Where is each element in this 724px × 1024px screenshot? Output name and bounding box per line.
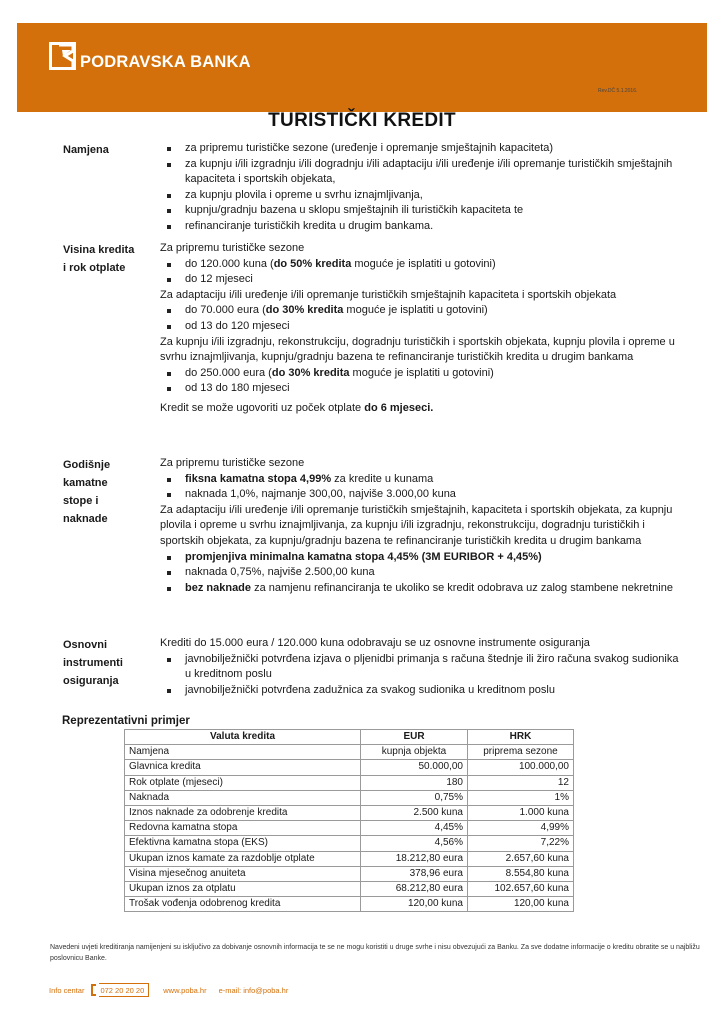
list-item: fiksna kamatna stopa 4,99% za kredite u kunama <box>160 472 680 488</box>
table-row: Iznos naknade za odobrenje kredita 2.500 kuna 1.000 kuna <box>125 805 574 820</box>
representative-example-title: Reprezentativni primjer <box>62 715 190 727</box>
phone-number[interactable]: 072 20 20 20 <box>99 983 149 997</box>
list-item: za kupnju plovila i opreme u svrhu iznajmljivanja, <box>160 188 680 204</box>
list-item: bez naknade za namjenu refinanciranja te ukoliko se kredit odobrava uz zalog stambene nekretnine <box>160 581 680 597</box>
phone-icon <box>91 984 96 996</box>
website-link[interactable]: www.poba.hr <box>163 985 207 995</box>
table-row: Ukupan iznos kamate za razdoblje otplate 18.212,80 eura 2.657,60 kuna <box>125 851 574 866</box>
section-label: Godišnje kamatne stope i naknade <box>63 459 111 525</box>
representative-example-table <box>124 729 574 912</box>
list-item: do 120.000 kuna (do 50% kredita moguće je isplatiti u gotovini) <box>160 257 680 273</box>
column-header: Valuta kredita <box>125 730 361 745</box>
bank-logo <box>49 42 251 70</box>
table-row: Rok otplate (mjeseci) 180 12 <box>125 775 574 790</box>
list-item: od 13 do 120 mjeseci <box>160 319 680 335</box>
section-body <box>160 241 680 417</box>
footer-contact <box>49 983 288 997</box>
group-intro: Za pripremu turističke sezone <box>160 242 305 254</box>
table-header-row <box>125 730 574 745</box>
list-item: promjenjiva minimalna kamatna stopa 4,45% (3M EURIBOR + 4,45%) <box>160 550 680 566</box>
list-item: za kupnju i/ili izgradnju i/ili dogradnju i/ili adaptaciju i/ili uređenje i/ili opremanje turističkih smještajnih kapaciteta i sportskih objekata, <box>160 157 680 188</box>
grace-period-note: Kredit se može ugovoriti uz poček otplate do 6 mjeseci. <box>160 401 434 414</box>
list-item: od 13 do 180 mjeseci <box>160 381 680 397</box>
header-banner <box>17 23 707 112</box>
revision-label: Rev.DČ 5.1.2016. <box>598 88 638 94</box>
list-item: javnobilježnički potvrđena zadužnica za svakog sudionika u kreditnom poslu <box>160 683 680 699</box>
email-link[interactable]: e-mail: info@poba.hr <box>218 985 289 995</box>
group-intro: Krediti do 15.000 eura / 120.000 kuna odobravaju se uz osnovne instrumente osiguranja <box>160 637 590 649</box>
brand-name: PODRAVSKA BANKA <box>80 53 251 71</box>
table-row: Naknada 0,75% 1% <box>125 790 574 805</box>
list-item: do 12 mjeseci <box>160 272 680 288</box>
section-body <box>160 636 680 698</box>
group-intro: Za pripremu turističke sezone <box>160 457 305 469</box>
table-row: Namjena kupnja objekta priprema sezone <box>125 745 574 760</box>
table-row: Glavnica kredita 50.000,00 100.000,00 <box>125 760 574 775</box>
table-row: Ukupan iznos za otplatu 68.212,80 eura 102.657,60 kuna <box>125 881 574 896</box>
table-row: Visina mjesečnog anuiteta 378,96 eura 8.554,80 kuna <box>125 866 574 881</box>
section-body <box>160 456 680 596</box>
document-title: TURISTIČKI KREDIT <box>268 110 456 131</box>
table-row: Trošak vođenja odobrenog kredita 120,00 kuna 120,00 kuna <box>125 897 574 912</box>
group-intro: Za adaptaciju i/ili uređenje i/ili opremanje turističkih smještajnih kapaciteta i sportskih objekata <box>160 288 617 301</box>
list-item: do 250.000 eura (do 30% kredita moguće je isplatiti u gotovini) <box>160 366 680 382</box>
list-item: naknada 1,0%, najmanje 300,00, najviše 3.000,00 kuna <box>160 487 680 503</box>
column-header: EUR <box>361 730 468 745</box>
section-label: Osnovni instrumenti osiguranja <box>63 639 123 687</box>
section-label: Namjena <box>63 144 109 156</box>
list-item: naknada 0,75%, najviše 2.500,00 kuna <box>160 565 680 581</box>
column-header: HRK <box>468 730 574 745</box>
podravska-banka-logo-icon <box>49 42 76 70</box>
list-item: javnobilježnički potvrđena izjava o pljenidbi primanja s računa štednje ili žiro računa svakog sudionika u kreditnom poslu <box>160 652 680 683</box>
table-row: Redovna kamatna stopa 4,45% 4,99% <box>125 821 574 836</box>
group-intro: Za adaptaciju i/ili uređenje i/ili opremanje turističkih smještajnih, kapaciteta i sportskih objekata, za kupnju plovila i opreme u svrhu iznajmljivanja, za kupnju i/ili izgradnju, rekonstrukciju, dogradnju turističkih i sportskih objekata, za kupnju/gradnju bazena te refinanciranje turističkih kredita u drugim bankama <box>160 503 673 547</box>
list-item: za pripremu turističke sezone (uređenje i opremanje smještajnih kapaciteta) <box>160 141 680 157</box>
info-center-label: Info centar <box>49 985 85 995</box>
disclaimer-text: Navedeni uvjeti kreditiranja namijenjeni su isključivo za dobivanje osnovnih informacija te se ne mogu koristiti u druge svrhe i nisu obvezujući za Banku. Za sve dodatne informacije o kreditu obratite se u najbližu poslovnicu Banke. <box>50 944 700 962</box>
list-item: refinanciranje turističkih kredita u drugim bankama. <box>160 219 680 235</box>
group-intro: Za kupnju i/ili izgradnju, rekonstrukciju, dogradnju turističkih i sportskih objekata, kupnju plovila i opreme u svrhu iznajmljivanja, kupnju/gradnju bazena te refinanciranje turističkih kredita u drugim bankama <box>160 335 675 364</box>
list-item: kupnju/gradnju bazena u sklopu smještajnih ili turističkih kapaciteta te <box>160 203 680 219</box>
list-item: do 70.000 eura (do 30% kredita moguće je isplatiti u gotovini) <box>160 303 680 319</box>
section-body <box>160 141 680 235</box>
table-row: Efektivna kamatna stopa (EKS) 4,56% 7,22% <box>125 836 574 851</box>
section-label: Visina kredita i rok otplate <box>63 244 135 274</box>
